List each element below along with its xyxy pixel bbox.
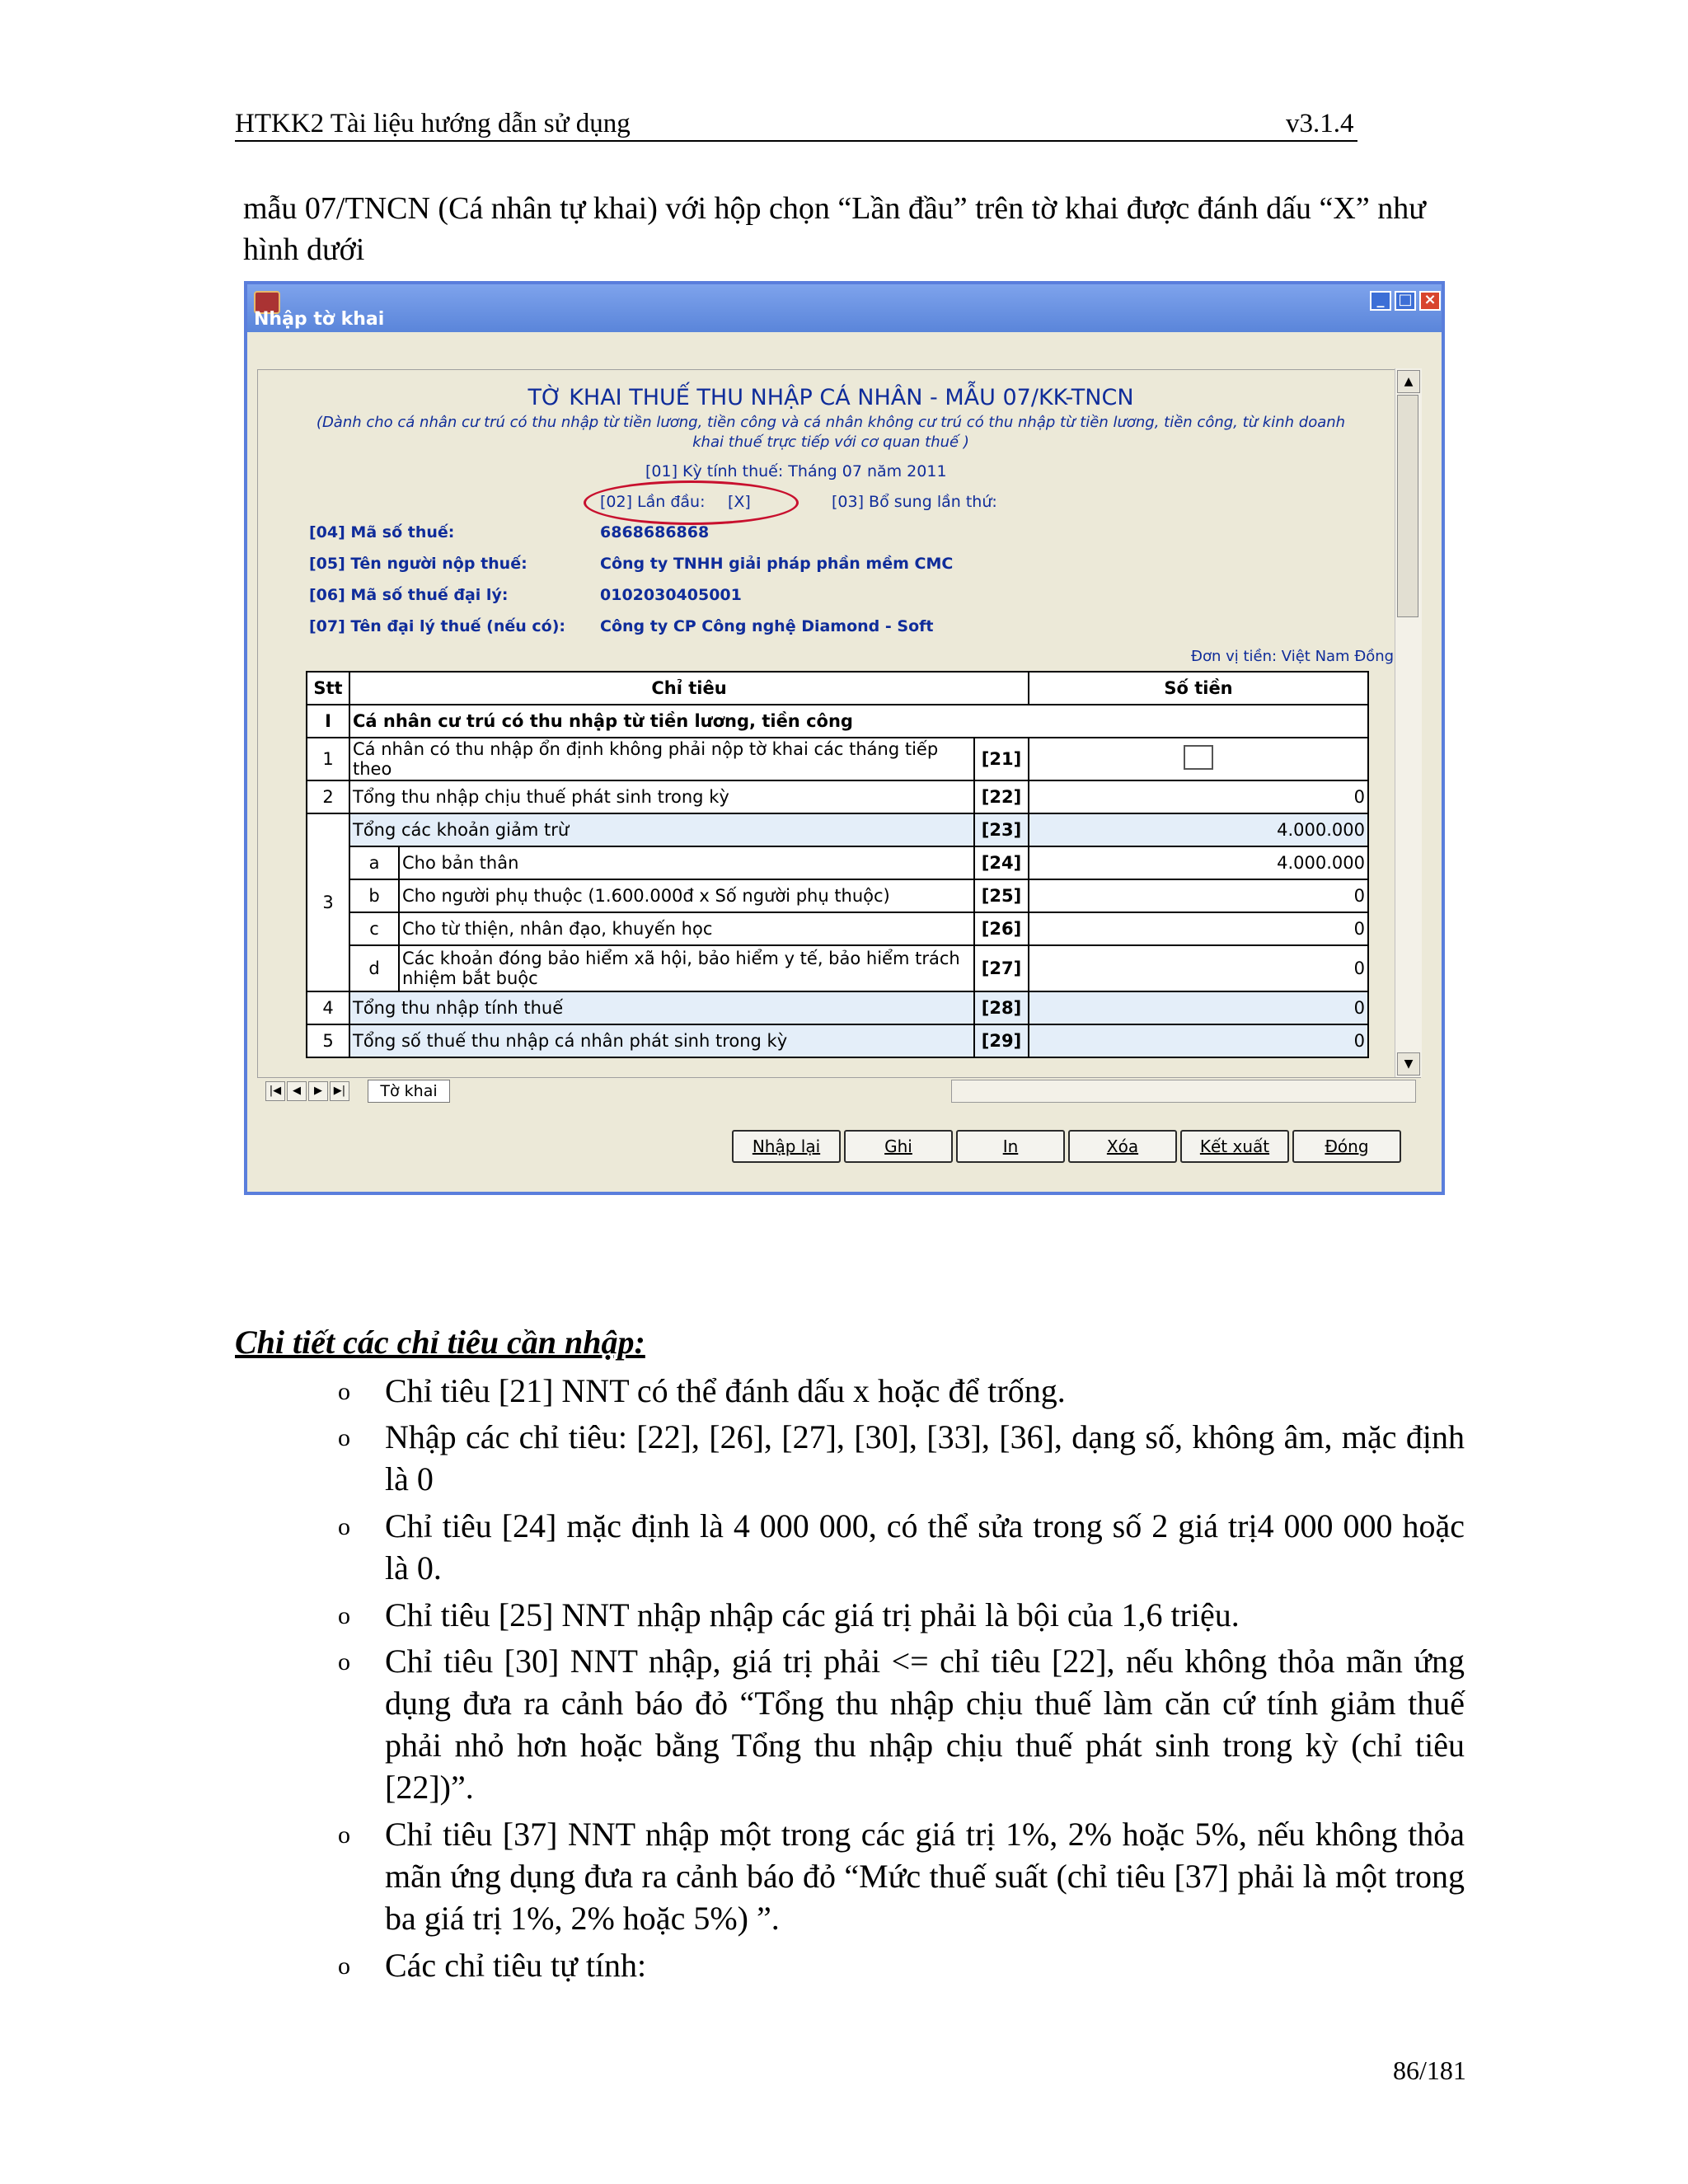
table-row (307, 991, 1368, 1024)
bullet-marker: o (338, 1424, 350, 1451)
field-value-agent-tax-code[interactable]: 0102030405001 (600, 586, 742, 604)
detail-item: Nhập các chỉ tiêu: [22], [26], [27], [30], [33], [36], dạng số, không âm, mặc định là 0 (385, 1418, 1465, 1497)
close-icon[interactable]: × (1419, 291, 1441, 311)
row-label: Tổng số thuế thu nhập cá nhân phát sinh trong kỳ (349, 1024, 974, 1057)
intro-paragraph: mẫu 07/TNCN (Cá nhân tự khai) với hộp chọn “Lần đầu” trên tờ khai được đánh dấu “X” như hình dưới (243, 191, 1426, 267)
bullet-marker: o (338, 1952, 350, 1980)
vertical-scrollbar[interactable] (1395, 368, 1422, 1077)
sheet-tab-bar (257, 1077, 1419, 1104)
row-code: [26] (974, 912, 1029, 945)
row-sub-stt: a (349, 846, 399, 879)
row-value-input[interactable]: 0 (1029, 945, 1368, 991)
row-code: [27] (974, 945, 1029, 991)
declaration-table (306, 671, 1369, 1058)
maximize-icon[interactable]: □ (1395, 291, 1416, 311)
row-value: 0 (1029, 1024, 1368, 1057)
row-label: Tổng thu nhập chịu thuế phát sinh trong kỳ (349, 780, 974, 813)
row-label: Cho bản thân (399, 846, 974, 879)
reset-button[interactable]: Nhập lại (732, 1130, 841, 1163)
row-code: [28] (974, 991, 1029, 1024)
header-indicator: Chỉ tiêu (349, 672, 1029, 705)
row-code: [23] (974, 813, 1029, 846)
row-code: [25] (974, 879, 1029, 912)
row-value-input[interactable]: 0 (1029, 879, 1368, 912)
row-value-input[interactable]: 0 (1029, 912, 1368, 945)
stable-income-checkbox-cell (1029, 738, 1368, 780)
tab-declaration[interactable]: Tờ khai (368, 1080, 450, 1103)
detail-item: Chỉ tiêu [37] NNT nhập một trong các giá trị 1%, 2% hoặc 5%, nếu không thỏa mãn ứng dụng đưa ra cảnh báo đỏ “Mức thuế suất (chỉ tiêu [37] phải là một trong ba giá trị 1%, 2% hoặc 5%) ”. (385, 1816, 1465, 1937)
last-sheet-icon[interactable]: ▶| (330, 1081, 349, 1101)
section-title: Cá nhân cư trú có thu nhập từ tiền lương, tiền công (349, 705, 1368, 738)
field-value-taxpayer-name[interactable]: Công ty TNHH giải pháp phần mềm CMC (600, 555, 954, 573)
field-value-tax-code[interactable]: 6868686868 (600, 523, 710, 541)
row-sub-stt: c (349, 912, 399, 945)
row-label: Cá nhân có thu nhập ổn định không phải nộp tờ khai các tháng tiếp theo (349, 738, 974, 780)
stable-income-checkbox[interactable] (1184, 745, 1213, 770)
header-amount: Số tiền (1029, 672, 1368, 705)
row-value: 0 (1029, 991, 1368, 1024)
row-value-input[interactable]: 4.000.000 (1029, 846, 1368, 879)
close-button[interactable]: Đóng (1292, 1130, 1401, 1163)
print-button[interactable]: In (956, 1130, 1065, 1163)
details-heading: Chi tiết các chỉ tiêu cần nhập: (235, 1324, 645, 1361)
bullet-marker: o (338, 1513, 350, 1540)
row-label: Cho người phụ thuộc (1.600.000đ x Số người phụ thuộc) (399, 879, 974, 912)
save-button[interactable]: Ghi (844, 1130, 953, 1163)
declaration-window (244, 281, 1445, 1195)
bullet-marker: o (338, 1821, 350, 1849)
row-label: Các khoản đóng bảo hiểm xã hội, bảo hiểm y tế, bảo hiểm trách nhiệm bắt buộc (399, 945, 974, 991)
scroll-up-icon[interactable]: ▲ (1397, 370, 1420, 393)
row-stt: 2 (307, 780, 349, 813)
row-code: [24] (974, 846, 1029, 879)
header-version: v3.1.4 (1286, 109, 1354, 138)
window-titlebar (247, 284, 1442, 332)
table-row (307, 738, 1368, 780)
row-stt: 4 (307, 991, 349, 1024)
field-label-agent-name: [07] Tên đại lý thuế (nếu có): (309, 617, 565, 635)
detail-item: Chỉ tiêu [24] mặc định là 4 000 000, có thể sửa trong số 2 giá trị4 000 000 hoặc là 0. (385, 1507, 1465, 1586)
first-sheet-icon[interactable]: |◀ (265, 1081, 285, 1101)
row-sub-stt: b (349, 879, 399, 912)
minimize-icon[interactable]: _ (1370, 291, 1391, 311)
row-value: 4.000.000 (1029, 813, 1368, 846)
row-stt: 3 (307, 813, 349, 991)
row-sub-stt: d (349, 945, 399, 991)
detail-item: Chỉ tiêu [21] NNT có thể đánh dấu x hoặc để trống. (385, 1372, 1066, 1409)
supplement-label: [03] Bổ sung lần thứ: (832, 493, 997, 511)
table-row (307, 879, 1368, 912)
delete-button[interactable]: Xóa (1068, 1130, 1177, 1163)
field-label-tax-code: [04] Mã số thuế: (309, 523, 455, 541)
table-row (307, 945, 1368, 991)
table-row (307, 813, 1368, 846)
row-value-input[interactable]: 0 (1029, 780, 1368, 813)
first-time-label: [02] Lần đầu: (600, 493, 706, 511)
detail-item: Chỉ tiêu [25] NNT nhập nhập các giá trị phải là bội của 1,6 triệu. (385, 1596, 1240, 1633)
table-header-row (307, 672, 1368, 705)
export-button[interactable]: Kết xuất (1180, 1130, 1289, 1163)
scroll-down-icon[interactable]: ▼ (1397, 1052, 1420, 1076)
field-label-taxpayer-name: [05] Tên người nộp thuế: (309, 555, 528, 573)
row-stt: 1 (307, 738, 349, 780)
bullet-marker: o (338, 1648, 350, 1675)
form-title: TỜ KHAI THUẾ THU NHẬP CÁ NHÂN - MẪU 07/KK-TNCN (528, 385, 1134, 410)
page-number: 86/181 (1393, 2055, 1466, 2085)
table-row (307, 912, 1368, 945)
section-row (307, 705, 1368, 738)
table-row (307, 846, 1368, 879)
table-row (307, 1024, 1368, 1057)
field-label-agent-tax-code: [06] Mã số thuế đại lý: (309, 586, 509, 604)
row-code: [22] (974, 780, 1029, 813)
detail-item: Chỉ tiêu [30] NNT nhập, giá trị phải <= chỉ tiêu [22], nếu không thỏa mãn ứng dụng đưa ra cảnh báo đỏ “Tổng thu nhập chịu thuế làm căn cứ tính giảm thuế phải nhỏ hơn hoặc bằng Tổng thu nhập chịu thuế phát sinh trong kỳ (chỉ tiêu [22])”. (385, 1643, 1465, 1806)
row-label: Cho từ thiện, nhân đạo, khuyến học (399, 912, 974, 945)
first-time-checkbox[interactable]: [X] (728, 493, 751, 511)
row-code: [29] (974, 1024, 1029, 1057)
row-label: Tổng các khoản giảm trừ (349, 813, 974, 846)
form-subtitle: (Dành cho cá nhân cư trú có thu nhập từ tiền lương, tiền công và cá nhân không cư trú có thu nhập từ tiền lương, tiền công, từ kinh doanh khai thuế trực tiếp với cơ quan thuế ) (316, 414, 1346, 451)
prev-sheet-icon[interactable]: ◀ (287, 1081, 307, 1101)
horizontal-scrollbar[interactable] (951, 1080, 1416, 1103)
tax-period: [01] Kỳ tính thuế: Tháng 07 năm 2011 (645, 462, 947, 480)
window-title: Nhập tờ khai (254, 309, 385, 330)
detail-item: Các chỉ tiêu tự tính: (385, 1947, 647, 1984)
section-number: I (307, 705, 349, 738)
header-doc-title: HTKK2 Tài liệu hướng dẫn sử dụng (235, 109, 631, 138)
row-stt: 5 (307, 1024, 349, 1057)
header-stt: Stt (307, 672, 349, 705)
table-row (307, 780, 1368, 813)
field-value-agent-name[interactable]: Công ty CP Công nghệ Diamond - Soft (600, 617, 934, 635)
next-sheet-icon[interactable]: ▶ (308, 1081, 328, 1101)
bullet-marker: o (338, 1602, 350, 1629)
bullet-marker: o (338, 1378, 350, 1405)
row-code: [21] (974, 738, 1029, 780)
scroll-thumb[interactable] (1397, 395, 1418, 617)
row-label: Tổng thu nhập tính thuế (349, 991, 974, 1024)
button-row (257, 1118, 1419, 1176)
currency-unit: Đơn vị tiền: Việt Nam Đồng (1191, 648, 1395, 665)
form-pane (257, 369, 1421, 1078)
header-rule (235, 140, 1357, 142)
